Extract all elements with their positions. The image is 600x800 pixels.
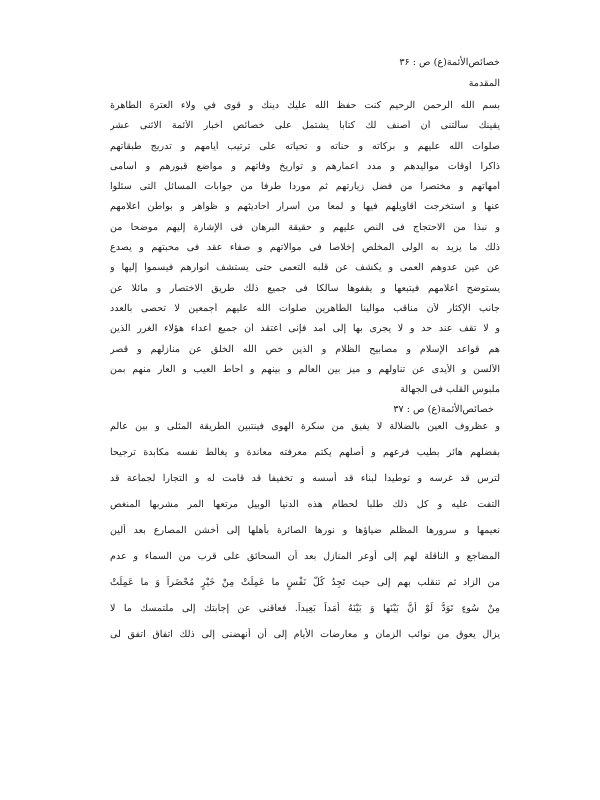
text-line: نعيمها و سرورها المظلم ضياؤها و نورها الصائرة بأهلها إلى أخشن المصارع بعد ألين: [110, 525, 500, 537]
text-line: يستوضح أعلامهم فيتبعها و يقفوها سالكا فى جميع ذلك طريق الاختصار و مائلا عن: [110, 282, 500, 294]
text-line: لترس قد غرسه و توطيدا لبناء قد أسسه و تخفيفا قد قامت له و التجارا لجماعة قد: [110, 473, 500, 485]
text-line: أمهاتهم و مختصرا من فضل زيارتهم ثم موردا طرفا من جوابات المسائل التى سئلوا: [110, 181, 500, 193]
text-line: جانب الإكثار لأن مناقب موالينا الطاهرين صلوات الله عليهم أجمعين لا تحصى بالعدد: [110, 302, 500, 314]
text-line: و عظروف العين بالضلالة لا يفيق من سكرة الهوى فينتبين الطريقة المثلى و بين عالم: [110, 421, 500, 433]
text-line: ملبوس القلب فى الجهالة: [400, 384, 500, 396]
document-page: [110, 50, 500, 790]
section-title: المقدمة: [468, 78, 500, 89]
text-line: الألسن و الأيدى عن تناولهم و ميز بين العالم و بينهم و أحاط العيب و العار منهم بمن: [110, 363, 500, 375]
page-header-37: خصائص‌الأئمة(ع) ص : ٣٧: [393, 404, 494, 416]
text-line: بسم الله الرحمن الرحيم كنت حفظ الله عليك دينك و قوى في ولاء العترة الطاهرة: [110, 100, 500, 111]
text-line: ذلك ما يزيد به الولى المخلص إخلاصا فى موالاتهم و صفاء عقد فى محبتهم و يصدع: [110, 242, 500, 254]
text-line: هم قواعد الإسلام و مصابيح الظلام و الذين خص الله الخلق عن منازلهم و قصر: [110, 343, 500, 355]
page-header-36: خصائص‌الأئمة(ع) ص : ٣۶: [399, 57, 500, 68]
text-line: المضاجع و الناقلة لهم إلى أوعر المنازل بعد أن السحائق على قرب من السماء و عدم: [110, 551, 500, 563]
text-line: و نبذا من الاحتجاج فى النص عليهم و حقيقة البرهان فى الإشارة إليهم موضحا من: [110, 221, 500, 233]
text-line: ذاكرا أوقات مواليدهم و مدد أعمارهم و تواريخ وفاتهم و مواضع قبورهم و أسامى: [110, 160, 500, 172]
section-2-body: [110, 420, 500, 654]
text-line: من الزاد ثم تنقلب بهم إلى حيث تَجِدُ كُلُّ نَفْسٍ ما عَمِلَتْ مِنْ خَيْرٍ مُحْضَراً وَ ما عَمِلَتْ: [110, 577, 500, 589]
text-line: مِنْ سُوءٍ تَوَدُّ لَوْ أَنَّ بَيْنَها وَ بَيْنَهُ أَمَداً بَعِيداً. فعاقنى عن إجابتك إلى ملتمسك ما لا: [110, 603, 500, 615]
text-line: يزال يعوق من نوائب الزمان و معارضات الأيام إلى أن أنهضنى إلى ذلك اتفاق اتفق لى: [110, 629, 500, 641]
text-line: التفت عليه و كل ذلك طلبا لحطام هذه الدنيا الوبيل مرتعها المر مشربها المنغص: [110, 499, 500, 511]
text-line: و لا تقف عند حد و لا يجرى بها إلى أمد فإنى أعتقد أن جميع أعداء هؤلاء الغرر الذين: [110, 323, 500, 335]
text-line: عنها و استخرجت أقاويلهم فيها و لمعا من أسرار أحاديثهم و ظواهر و بواطن أعلامهم: [110, 201, 500, 213]
text-line: عن عين عدوهم العمى و يكشف عن قلبه التعمى حتى يستشف أنوارهم فيسموا إليها و: [110, 262, 500, 274]
text-line: صلوات الله عليهم و بركاته و حناته و تحياته على ترتيب أيامهم و تدريج طبقاتهم: [110, 140, 500, 152]
section-1-body: [110, 100, 500, 404]
text-line: بفضلهم هائر بطيب فرعهم و أصلهم يكتم معرفته معاندة و يغالط نفسه مكابدة ترجيحا: [110, 447, 500, 459]
text-line: يقينك سألتنى أن أصنف لك كتابا يشتمل على خصائص أخبار الأئمة الاثنى عشر: [110, 120, 500, 132]
